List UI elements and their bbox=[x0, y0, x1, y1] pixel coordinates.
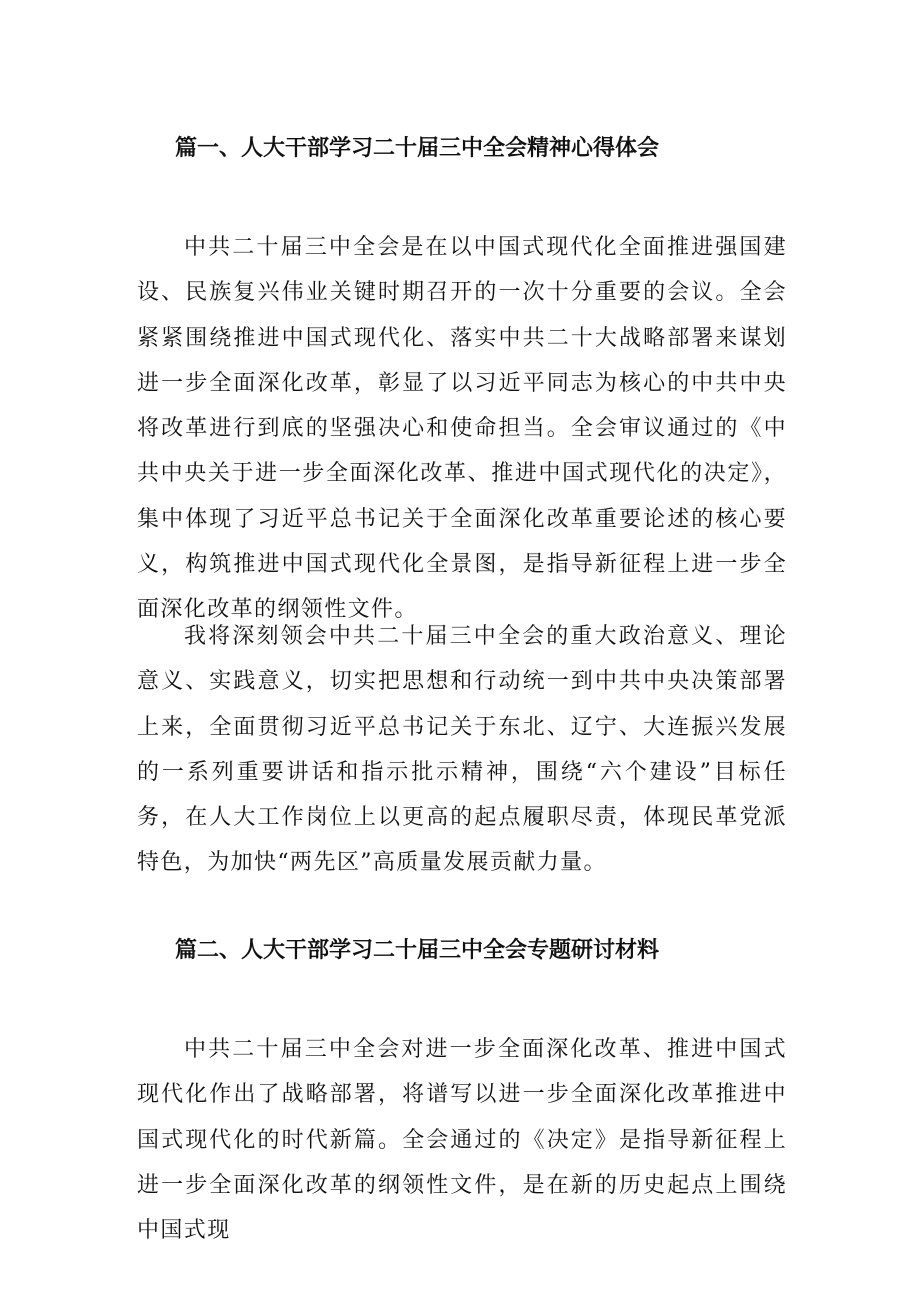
section-1-paragraph-1: 中共二十届三中全会是在以中国式现代化全面推进强国建设、民族复兴伟业关键时期召开的一次十分重要的会议。全会紧紧围绕推进中国式现代化、落实中共二十大战略部署来谋划进一步全面深化改革，彰显了以习近平同志为核心的中共中央将改革进行到底的坚强决心和使命担当。全会审议通过的《中共中央关于进一步全面深化改革、推进中国式现代化的决定》，集中体现了习近平总书记关于全面深化改革重要论述的核心要义，构筑推进中国式现代化全景图，是指导新征程上进一步全面深化改革的纲领性文件。 bbox=[137, 235, 787, 623]
section-1-title: 篇一、人大干部学习二十届三中全会精神心得体会 bbox=[175, 136, 660, 161]
section-2-title: 篇二、人大干部学习二十届三中全会专题研讨材料 bbox=[175, 938, 660, 963]
section-2-paragraph-1: 中共二十届三中全会对进一步全面深化改革、推进中国式现代化作出了战略部署，将谱写以进一步全面深化改革推进中国式现代化的时代新篇。全会通过的《决定》是指导新征程上进一步全面深化改革的纲领性文件，是在新的历史起点上围绕中国式现 bbox=[137, 1037, 787, 1244]
section-1-paragraph-2: 我将深刻领会中共二十届三中全会的重大政治意义、理论意义、实践意义，切实把思想和行动统一到中共中央决策部署上来，全面贯彻习近平总书记关于东北、辽宁、大连振兴发展的一系列重要讲话和指示批示精神，围绕“六个建设”目标任务，在人大工作岗位上以更高的起点履职尽责，体现民革党派特色，为加快“两先区”高质量发展贡献力量。 bbox=[137, 624, 787, 876]
